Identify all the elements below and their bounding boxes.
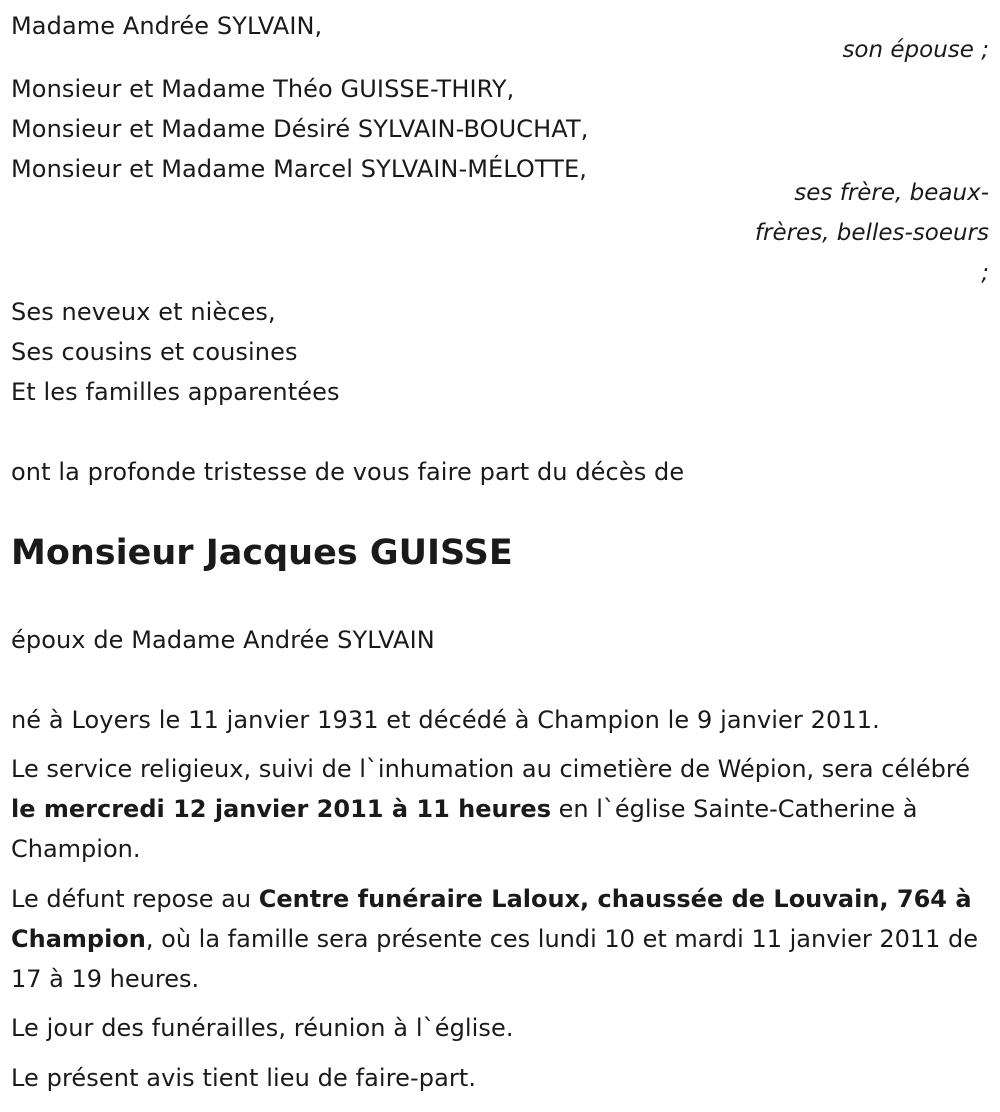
spouse-name: Madame Andrée SYLVAIN, xyxy=(11,12,323,40)
relatives-line: Ses neveux et nièces, xyxy=(11,298,276,326)
spouse-of-text: époux de Madame Andrée SYLVAIN xyxy=(11,626,435,654)
service-date-time: le mercredi 12 janvier 2011 à 11 heures xyxy=(11,795,551,823)
sibling-line: Monsieur et Madame Théo GUISSE-THIRY, xyxy=(11,75,515,103)
sibling-line: Monsieur et Madame Marcel SYLVAIN-MÉLOTTE, xyxy=(11,155,587,183)
spouse-role: son épouse ; xyxy=(842,37,989,63)
funeral-day-text: Le jour des funérailles, réunion à l`église. xyxy=(11,1014,514,1042)
siblings-role-line: ; xyxy=(981,260,989,286)
funeral-home-address: Centre funéraire Laloux, chaussée de Louvain, 764 à Champion xyxy=(11,885,972,953)
service-paragraph xyxy=(11,749,989,869)
birth-death-text: né à Loyers le 11 janvier 1931 et décédé à Champion le 9 janvier 2011. xyxy=(11,706,880,734)
relatives-line: Et les familles apparentées xyxy=(11,378,340,406)
notice-text: Le présent avis tient lieu de faire-part. xyxy=(11,1064,477,1092)
siblings-role-line: frères, belles-soeurs xyxy=(754,220,989,246)
service-text-after: en l`église Sainte-Catherine à Champion. xyxy=(11,795,918,863)
rest-text-before: Le défunt repose au xyxy=(11,885,259,913)
deceased-name: Monsieur Jacques GUISSE xyxy=(11,533,513,573)
announcement-text: ont la profonde tristesse de vous faire part du décès de xyxy=(11,458,685,486)
rest-paragraph xyxy=(11,879,989,999)
sibling-line: Monsieur et Madame Désiré SYLVAIN-BOUCHAT, xyxy=(11,115,589,143)
service-text-before: Le service religieux, suivi de l`inhumation au cimetière de Wépion, sera célébré xyxy=(11,755,971,783)
relatives-line: Ses cousins et cousines xyxy=(11,338,298,366)
siblings-role-line: ses frère, beaux- xyxy=(794,180,989,206)
rest-text-after: , où la famille sera présente ces lundi 10 et mardi 11 janvier 2011 de 17 à 19 heures. xyxy=(11,925,979,993)
